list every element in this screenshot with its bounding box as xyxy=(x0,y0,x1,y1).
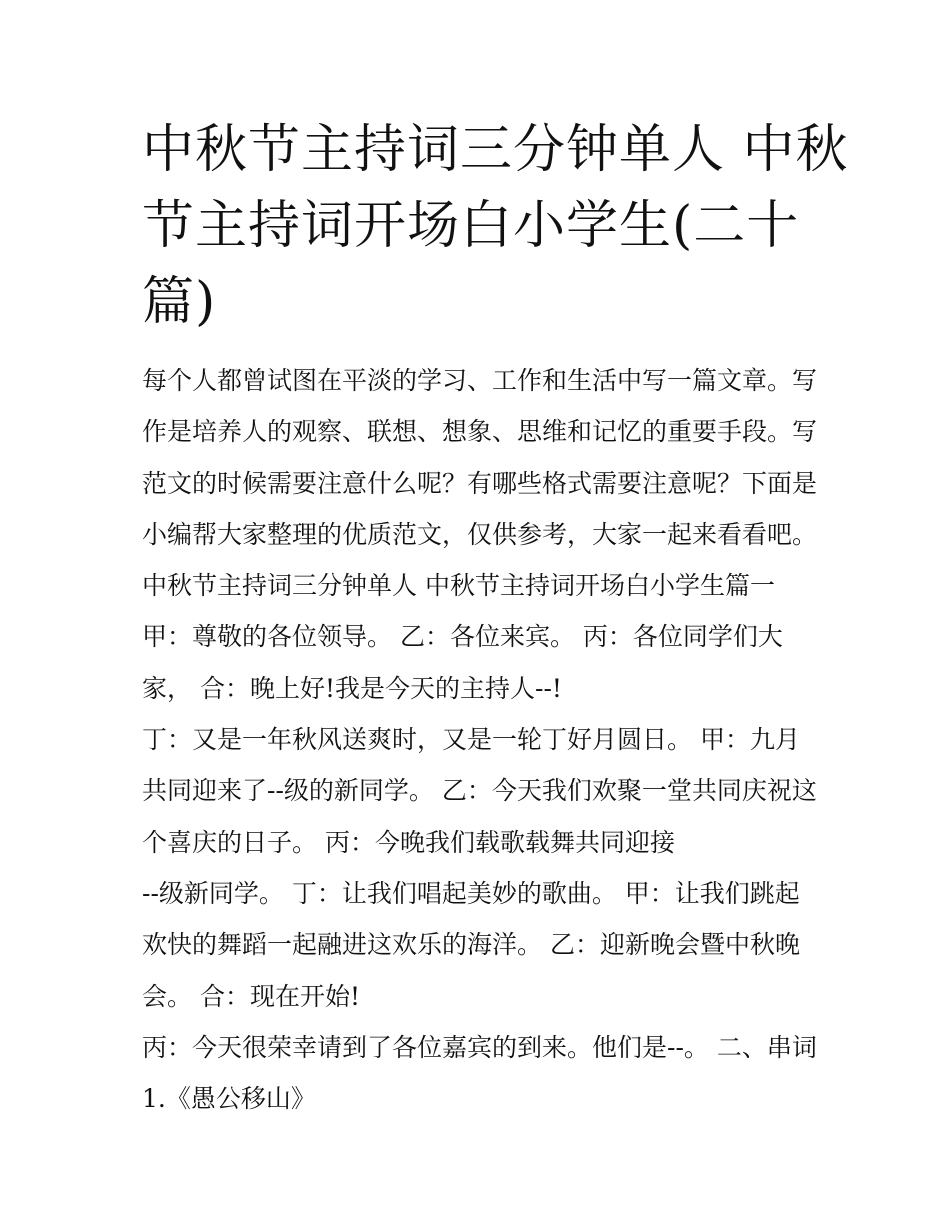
body-line: 欢快的舞蹈一起融进这欢乐的海洋。 乙：迎新晚会暨中秋晚 xyxy=(142,930,800,960)
body-line: 丁：又是一年秋风送爽时，又是一轮丁好月圆日。 甲：九月 xyxy=(142,725,800,755)
document-body xyxy=(142,355,822,1124)
title-line: 中秋节主持词三分钟单人 中秋 xyxy=(142,120,849,180)
body-line: --级新同学。 丁：让我们唱起美妙的歌曲。 甲：让我们跳起 xyxy=(142,878,800,908)
body-line: 共同迎来了--级的新同学。 乙：今天我们欢聚一堂共同庆祝这 xyxy=(142,776,817,806)
title-line: 篇) xyxy=(142,272,217,332)
body-line: 作是培养人的观察、联想、想象、思维和记忆的重要手段。写 xyxy=(142,417,818,447)
body-line: 范文的时候需要注意什么呢？有哪些格式需要注意呢？下面是 xyxy=(142,468,818,498)
body-line: 甲：尊敬的各位领导。 乙：各位来宾。 丙：各位同学们大 xyxy=(142,622,783,652)
section-heading: 中秋节主持词三分钟单人 中秋节主持词开场白小学生篇一 xyxy=(142,571,775,601)
title-line: 节主持词开场白小学生(二十 xyxy=(142,196,800,256)
body-line: 家， 合：晚上好!我是今天的主持人--! xyxy=(142,673,562,703)
body-line: 会。 合：现在开始! xyxy=(142,981,360,1011)
body-line: 丙：今天很荣幸请到了各位嘉宾的到来。他们是--。 二、串词 xyxy=(142,1032,817,1062)
body-line: 小编帮大家整理的优质范文，仅供参考，大家一起来看看吧。 xyxy=(142,519,818,549)
body-line: 个喜庆的日子。 丙：今晚我们载歌载舞共同迎接 xyxy=(142,827,675,857)
body-line: 1.《愚公移山》 xyxy=(142,1084,316,1114)
document-title xyxy=(142,112,849,340)
body-line: 每个人都曾试图在平淡的学习、工作和生活中写一篇文章。写 xyxy=(142,366,818,395)
